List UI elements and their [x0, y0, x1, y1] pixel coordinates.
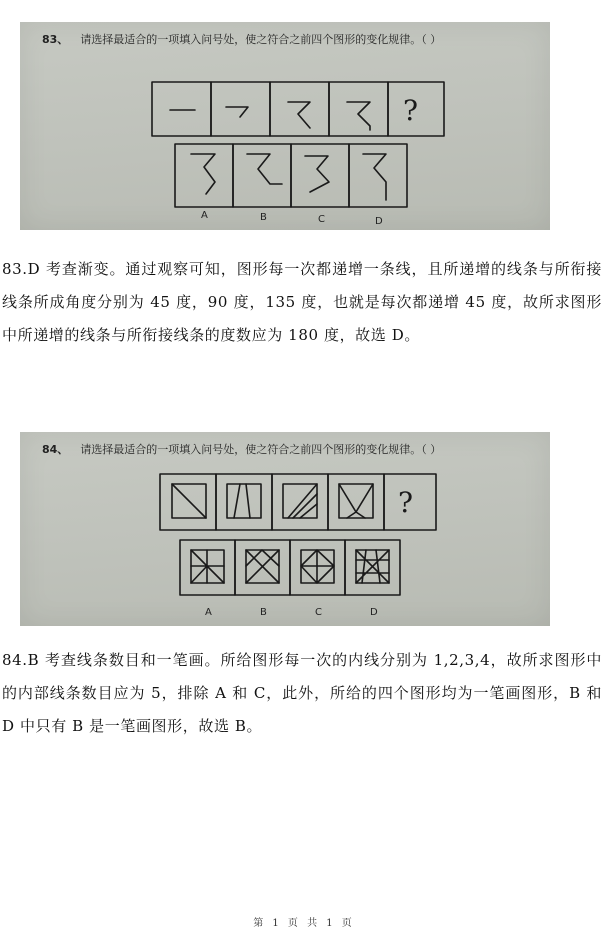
q83-option-label-c: C — [318, 214, 325, 225]
page-footer: 第 1 页 共 1 页 — [253, 918, 352, 929]
q83-box-4 — [329, 82, 388, 136]
q83-box-3 — [270, 82, 329, 136]
q84-question-mark: ? — [398, 486, 414, 519]
q83-box-2 — [211, 82, 270, 136]
q83-option-label-a: A — [201, 210, 208, 221]
question-83-prompt: 请选择最适合的一项填入问号处，使之符合之前四个图形的变化规律。（ ） — [80, 33, 442, 46]
q84-box-1 — [160, 474, 216, 530]
q83-option-label-b: B — [260, 212, 267, 223]
q83-option-box-c — [291, 144, 349, 207]
q84-option-label-b: B — [260, 607, 267, 618]
question-84-prompt: 请选择最适合的一项填入问号处，使之符合之前四个图形的变化规律。（ ） — [80, 443, 442, 456]
q83-option-label-d: D — [375, 216, 383, 227]
answer-84-text: 84.B 考查线条数目和一笔画。所给图形每一次的内线分别为 1,2,3,4，故所求图形中的内部线条数目应为 5，排除 A 和 C，此外，所给的四个图形均为一笔画图形，B 和 D 中只有 B 是一笔画图形，故选 B。 — [2, 651, 602, 735]
q83-options-row — [175, 144, 407, 207]
q83-sequence-row — [152, 82, 444, 136]
q84-options-row — [180, 540, 400, 595]
q84-option-label-d: D — [370, 607, 378, 618]
q84-option-label-c: C — [315, 607, 322, 618]
q84-box-2 — [216, 474, 272, 530]
question-83-figures — [20, 22, 550, 230]
q83-question-mark: ? — [403, 94, 419, 127]
question-84-image — [20, 432, 550, 626]
q84-option-label-a: A — [205, 607, 212, 618]
q83-box-1 — [152, 82, 211, 136]
question-84-number: 84、 — [42, 443, 69, 456]
question-83-number: 83、 — [42, 33, 69, 46]
q84-box-4 — [328, 474, 384, 530]
answer-83-text: 83.D 考查渐变。通过观察可知，图形每一次都递增一条线，且所递增的线条与所衔接线条所成角度分别为 45 度，90 度，135 度，也就是每次都递增 45 度，故所求图形中所递增的线条与所衔接线条的度数应为 180 度，故选 D。 — [2, 260, 602, 344]
q84-box-3 — [272, 474, 328, 530]
q84-sequence-row — [160, 474, 436, 530]
question-84-figures — [20, 432, 550, 626]
question-83-image — [20, 22, 550, 230]
